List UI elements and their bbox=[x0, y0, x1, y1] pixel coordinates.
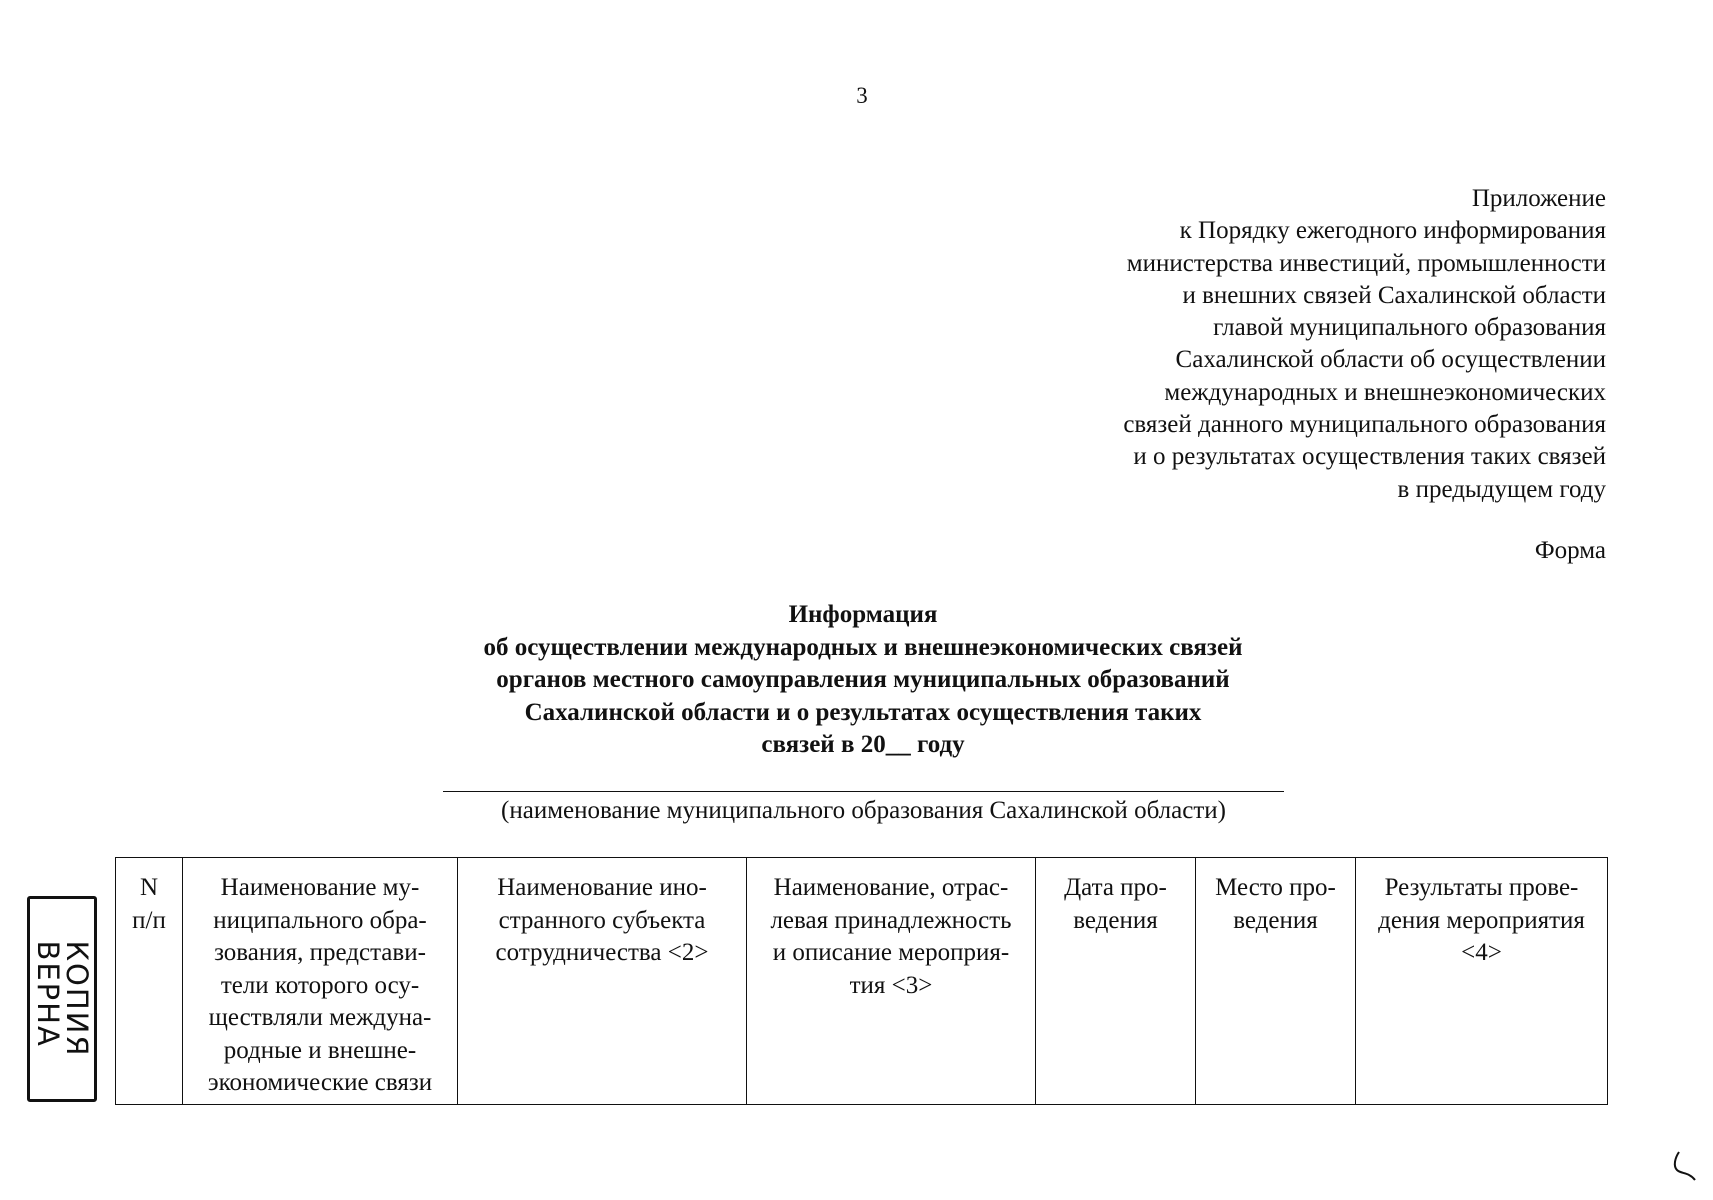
stamp-line: КОПИЯ bbox=[60, 940, 94, 1058]
header-line: родные и внешне- bbox=[223, 1036, 417, 1064]
appendix-line: международных и внешнеэкономических bbox=[1164, 378, 1606, 406]
appendix-line: Приложение bbox=[1471, 185, 1606, 212]
title-line: Информация bbox=[788, 601, 938, 628]
header-line: экономические связи bbox=[207, 1069, 433, 1096]
header-cell-event-description bbox=[747, 858, 1036, 1105]
header-line: тели которого осу- bbox=[220, 971, 420, 999]
header-line: ведения bbox=[1233, 906, 1318, 934]
appendix-line: министерства инвестиций, промышленности bbox=[1126, 249, 1606, 277]
header-cell-place bbox=[1196, 858, 1356, 1105]
header-line: зования, представи- bbox=[214, 939, 426, 966]
header-line: N bbox=[139, 874, 159, 901]
page-number: 3 bbox=[856, 83, 868, 108]
header-line: Место про- bbox=[1215, 874, 1336, 901]
handwritten-mark-icon bbox=[1669, 1148, 1699, 1182]
header-line: и описание мероприя- bbox=[772, 939, 1010, 966]
table-header-row bbox=[116, 858, 1608, 1105]
appendix-line: связей данного муниципального образования bbox=[1123, 411, 1606, 439]
appendix-line: и внешних связей Сахалинской области bbox=[1182, 281, 1606, 309]
appendix-line: главой муниципального образования bbox=[1213, 314, 1606, 342]
title-line: органов местного самоуправления муниципальных образований bbox=[496, 666, 1230, 693]
header-cell-municipality bbox=[183, 858, 458, 1105]
form-table bbox=[115, 857, 1608, 1105]
header-line: Наименование му- bbox=[220, 874, 420, 901]
appendix-line: к Порядку ежегодного информирования bbox=[1179, 217, 1606, 245]
municipality-caption: (наименование муниципального образования Сахалинской области) bbox=[501, 797, 1226, 824]
header-line: левая принадлежность bbox=[770, 906, 1012, 934]
form-label: Форма bbox=[1534, 537, 1606, 564]
header-line: странного субъекта bbox=[498, 906, 706, 934]
header-line: дения мероприятия bbox=[1378, 906, 1585, 934]
appendix-line: Сахалинской области об осуществлении bbox=[1175, 346, 1606, 374]
stamp-line: ВЕРНА bbox=[31, 940, 65, 1048]
title-line: об осуществлении международных и внешнеэкономических связей bbox=[483, 633, 1243, 661]
appendix-line: и о результатах осуществления таких связей bbox=[1133, 443, 1606, 471]
header-cell-results bbox=[1356, 858, 1608, 1105]
header-line: <4> bbox=[1461, 939, 1502, 966]
title-line: связей в 20__ году bbox=[761, 731, 965, 758]
header-line: тия <3> bbox=[849, 971, 933, 999]
title-line: Сахалинской области и о результатах осуществления таких bbox=[524, 698, 1202, 726]
header-line: сотрудничества <2> bbox=[495, 939, 709, 966]
stamp-text bbox=[31, 940, 94, 1058]
header-line: Наименование ино- bbox=[497, 874, 707, 901]
header-line: ществляли междуна- bbox=[208, 1004, 432, 1031]
header-line: Результаты прове- bbox=[1384, 874, 1579, 901]
municipality-fill-line bbox=[443, 791, 1284, 792]
header-line: ниципального обра- bbox=[213, 906, 427, 934]
appendix-header bbox=[986, 183, 1606, 506]
header-cell-date bbox=[1036, 858, 1196, 1105]
header-line: п/п bbox=[132, 906, 166, 934]
header-cell-number bbox=[116, 858, 183, 1105]
header-line: Наименование, отрас- bbox=[773, 874, 1009, 901]
document-title bbox=[380, 599, 1346, 762]
header-cell-foreign-subject bbox=[458, 858, 747, 1105]
copy-certified-stamp bbox=[27, 896, 97, 1102]
appendix-line: в предыдущем году bbox=[1397, 475, 1606, 503]
header-line: Дата про- bbox=[1064, 874, 1167, 901]
header-line: ведения bbox=[1073, 906, 1158, 934]
